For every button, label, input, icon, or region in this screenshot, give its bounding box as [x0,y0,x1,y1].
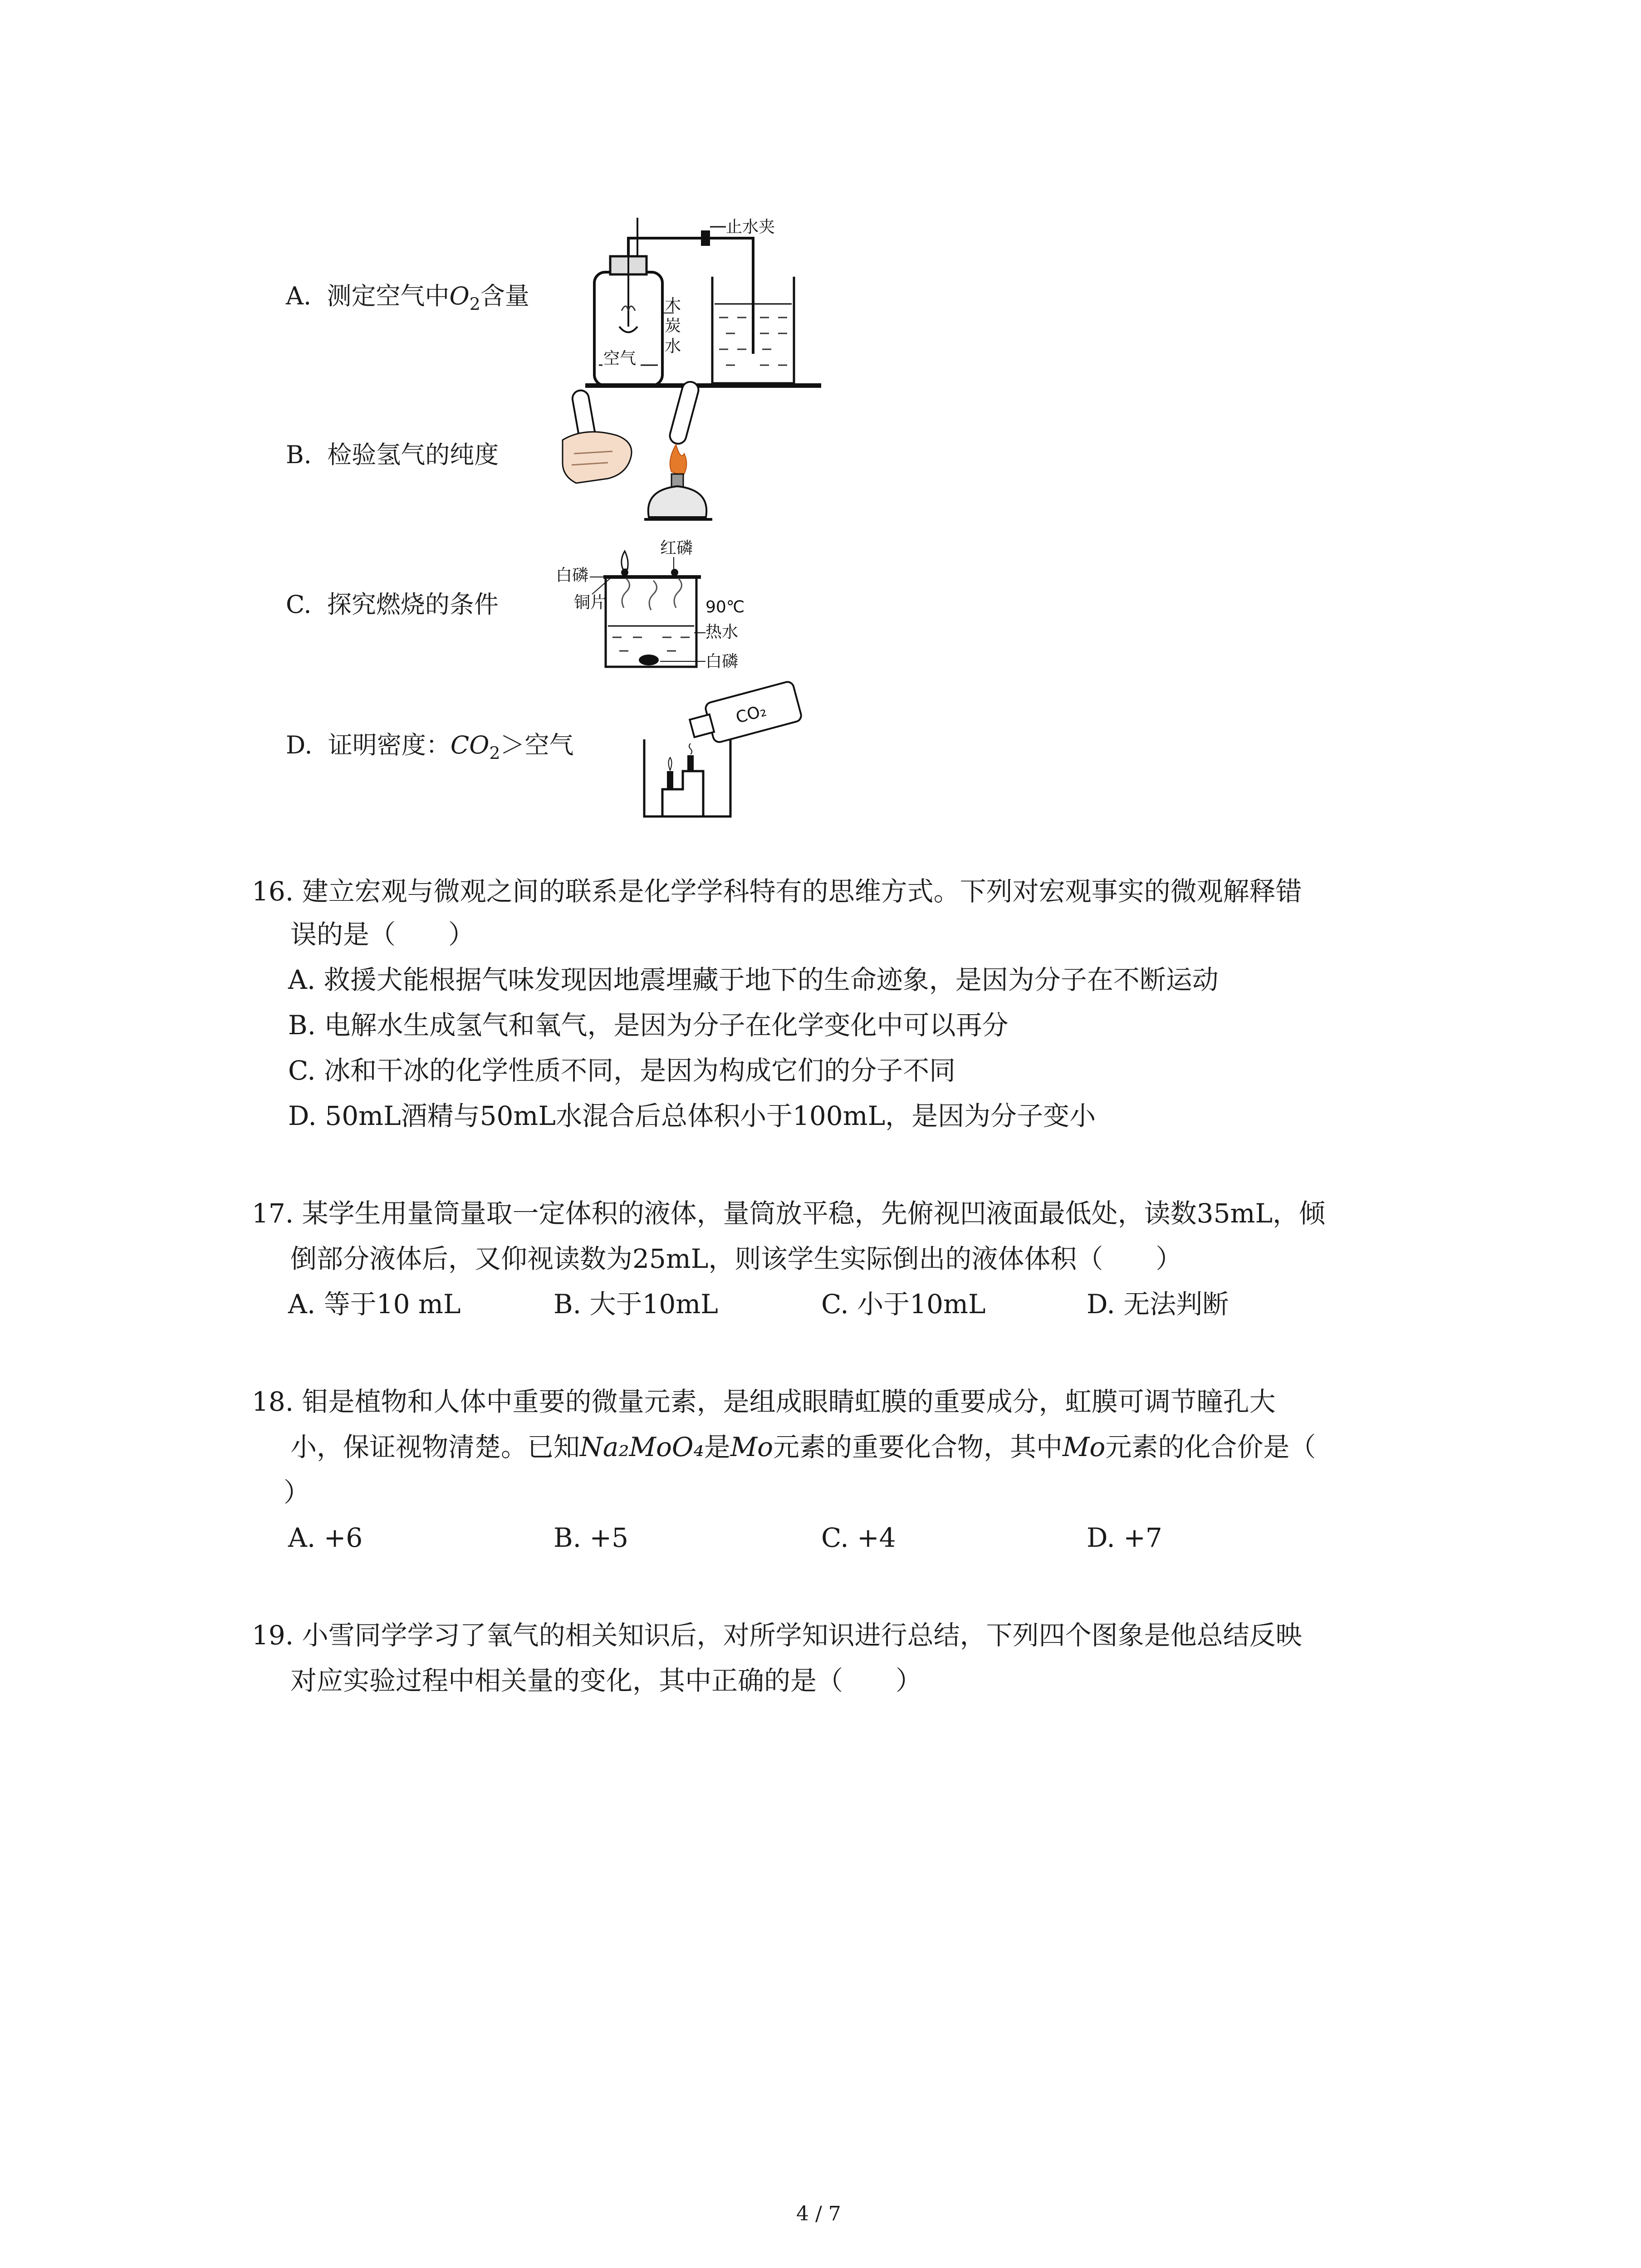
svg-text:白磷: 白磷 [556,566,589,585]
svg-text:90℃: 90℃ [705,598,745,616]
q15-option-d: D. 证明密度：$CO_2>$空气 [286,731,574,763]
q15-option-a: A. 测定空气中$O_2$含量 [286,282,529,314]
q17-option-d: D. 无法判断 [1087,1289,1229,1320]
q18-compound-formula: Na₂MoO₄ [580,1432,704,1462]
q18-option-a: A. +6 [288,1522,363,1553]
q17-option-a: A. 等于10 mL [288,1289,461,1320]
q18-option-c: C. +4 [821,1522,896,1553]
q17-option-c: C. 小于10mL [821,1289,986,1320]
svg-text:木: 木 [665,296,681,315]
q19-stem-line1: 19. 小雪同学学习了氧气的相关知识后，对所学知识进行总结，下列四个图象是他总结反映 [252,1620,1302,1651]
svg-text:铜片: 铜片 [574,593,607,612]
q18-option-b: B. +5 [554,1522,628,1553]
q15-option-b: B. 检验氢气的纯度 [286,440,499,469]
svg-text:水: 水 [665,337,681,356]
svg-text:止水夹: 止水夹 [726,218,775,236]
q18-stem-line1: 18. 钼是植物和人体中重要的微量元素，是组成眼睛虹膜的重要成分，虹膜可调节瞳孔大 [252,1386,1276,1417]
q16-stem-line2: 误的是（ ） [290,919,475,950]
svg-text:炭: 炭 [665,317,681,335]
q17-option-b: B. 大于10mL [554,1289,718,1320]
q16-option-d: D. 50mL酒精与50mL水混合后总体积小于100mL，是因为分子变小 [288,1100,1096,1131]
svg-text:红磷: 红磷 [660,539,693,557]
svg-text:白磷: 白磷 [705,652,739,671]
page-number: 4 / 7 [796,2202,841,2225]
q16-option-a: A. 救援犬能根据气味发现因地震埋藏于地下的生命迹象，是因为分子在不断运动 [288,964,1219,995]
q17-stem-line1: 17. 某学生用量筒量取一定体积的液体，量筒放平稳，先俯视凹液面最低处，读数35mL，倾 [252,1198,1325,1229]
q16-option-c: C. 冰和干冰的化学性质不同，是因为构成它们的分子不同 [288,1055,956,1086]
figure-hydrogen-purity-test [558,381,749,535]
q19-stem-line2: 对应实验过程中相关量的变化，其中正确的是（ ） [290,1665,922,1696]
q17-stem-line2: 倒部分液体后，又仰视读数为25mL，则该学生实际倒出的液体体积（ ） [290,1243,1182,1274]
q16-stem-line1: 16. 建立宏观与微观之间的联系是化学学科特有的思维方式。下列对宏观事实的微观解释错 [252,876,1302,907]
q16-option-b: B. 电解水生成氢气和氧气，是因为分子在化学变化中可以再分 [288,1010,1009,1041]
figure-oxygen-content-apparatus [576,213,830,395]
q18-option-d: D. +7 [1087,1522,1162,1553]
q18-stem-line2: 小，保证视物清楚。已知Na₂MoO₄是Mo元素的重要化合物，其中Mo元素的化合价是（ [290,1432,1316,1462]
figure-co2-density [631,680,803,826]
q15-option-c: C. 探究燃烧的条件 [286,590,499,619]
svg-text:热水: 热水 [705,623,739,641]
svg-text:CO₂: CO₂ [734,701,769,728]
svg-text:空气: 空气 [603,349,637,368]
q18-stem-line3: ） [284,1477,310,1508]
figure-combustion-conditions [556,535,774,680]
